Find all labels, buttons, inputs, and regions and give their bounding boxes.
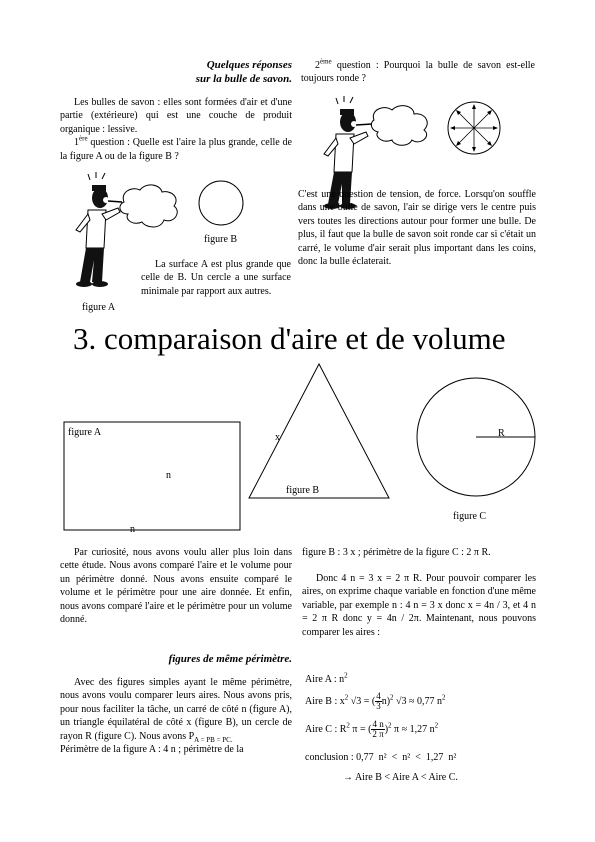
aire-a: Aire A : $n^2$	[305, 671, 348, 685]
question-2: 2ème question : Pourquoi la bulle de savon est-elle toujours ronde ?	[301, 57, 535, 85]
square-bottom-label: n	[130, 524, 135, 535]
heading-responses: Quelques réponses	[206, 59, 292, 71]
perimeter-bc: figure B : 3 x ; périmètre de la figure C : 2 π R.	[302, 547, 491, 558]
small-circle-figure-b	[198, 180, 246, 228]
answer-2: C'est une question de tension, de force. Lorsqu'on souffle dans une bulle de savon, l'air se dirige vers le centre puis vers toutes les directions autour pour former une bulle. De plus, il faut que la bulle de savon soit ronde car si c'était un carré, le volume d'air serait plus important dans les coins, donc la bulle éclaterait.	[298, 189, 536, 268]
intro-soap-bubble	[60, 96, 292, 163]
aire-c: Aire C : $R^2$ π = ( $\frac{4 n}{2 \pi}$ )$^2$ π ≈ 1,27 $n^2$	[305, 719, 439, 739]
figure-a-caption: figure A	[82, 302, 116, 313]
bubble-force-diagram	[446, 100, 502, 156]
variable-paragraph: Donc 4 n = 3 x = 2 π R. Pour pouvoir comparer les aires, on exprime chaque variable en fonction d'une même variable, par exemple n : 4 n = 3 x donc x = 4n / 3, et 4 n = 2 π R donc y = 4n / 2π. Maintenant, nous pouvons comparer les aires :	[302, 573, 536, 638]
perimeter-paragraph: Avec des figures simples ayant le même périmètre, nous avons voulu comparer leurs aires. Nous avons pris, pour nous faciliter la tâche, un carré de côté n (figure A), un triangle équilatéral de côté x (figure B), un cercle de rayon R (figure C). Nous avons $P_{A = PB = PC.}$ Périmètre de la figure A : 4 n ; périmètre de la	[60, 677, 292, 756]
section-title: 3. comparaison d'aire et de volume	[73, 321, 506, 356]
triangle-caption: figure B	[286, 485, 320, 496]
figure-b-caption: figure B	[204, 234, 238, 245]
square-figure-a	[64, 422, 240, 530]
final-result: → Aire B < Aire A < Aire C.	[343, 772, 458, 783]
circle-radius-label: R	[498, 428, 505, 439]
aire-b: Aire B : $x^2$ √3 = ( $\frac{4}{3}$ n)$^2$ √3 ≈ 0,77 $n^2$	[305, 691, 446, 711]
conclusion: conclusion : 0,77 n² < n² < 1,27 n²	[305, 752, 457, 763]
heading-responses-2: sur la bulle de savon.	[195, 73, 292, 85]
triangle-figure-b	[249, 364, 389, 498]
square-side-label: n	[166, 470, 171, 481]
circle-caption: figure C	[453, 511, 487, 522]
soap-paragraph: Les bulles de savon : elles sont formées d'air et d'une partie (extérieure) qui est une couche de produit organique : lessive.	[60, 97, 292, 135]
subheading-same-perimeter: figures de même périmètre.	[168, 653, 292, 665]
question-1: 1ère question : Quelle est l'aire la plus grande, celle de la figure A ou de la figure B ?	[60, 134, 292, 162]
answer-1: La surface A est plus grande que celle de B. Un cercle a une surface minimale par rapport aux autres.	[141, 259, 291, 297]
square-caption: figure A	[68, 427, 102, 438]
triangle-side-label: x	[275, 432, 280, 443]
intro-comparison: Par curiosité, nous avons voulu aller plus loin dans cette étude. Nous avons comparé l'aire et le volume pour un périmètre donné. Nous avons ensuite comparé le volume et le périmètre pour une aire donnée. Et enfin, nous avons comparé l'aire et le périmètre pour un volume donné.	[60, 547, 292, 626]
